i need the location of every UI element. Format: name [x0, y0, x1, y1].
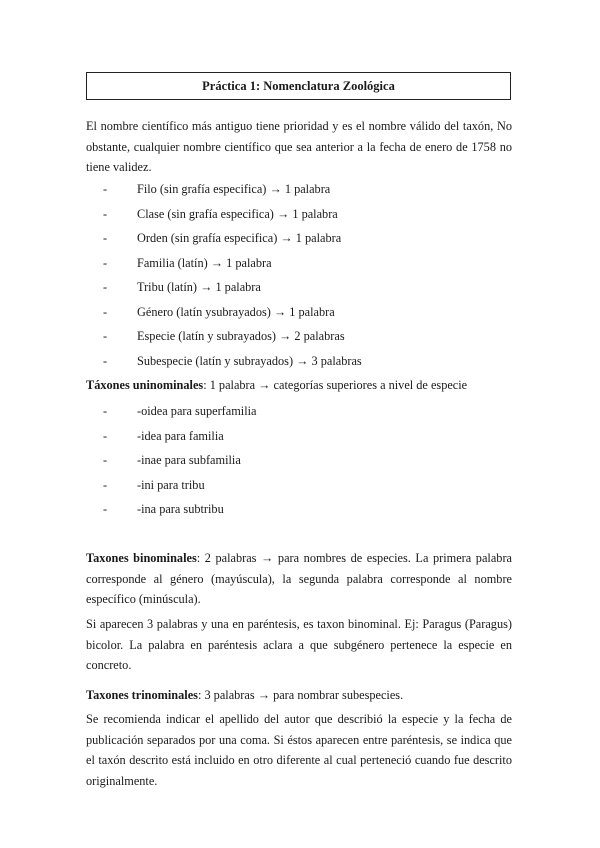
dash-marker: -: [103, 404, 108, 418]
dash-marker: -: [103, 182, 108, 196]
dash-marker: -: [103, 231, 108, 245]
list-item: - Subespecie (latín y subrayados) → 3 palabras: [86, 349, 362, 374]
title-box: [86, 72, 511, 100]
list-item: - -inae para subfamilia: [86, 448, 257, 473]
uninominal-text: : 1 palabra → categorías superiores a nivel de especie: [203, 378, 468, 392]
trinominal-text: : 3 palabras → para nombrar subespecies.: [197, 688, 404, 702]
trinominal-line: [86, 685, 403, 705]
dash-marker: -: [103, 477, 108, 492]
uninominal-line: [86, 375, 467, 395]
list-item: - Especie (latín y subrayados) → 2 palabras: [86, 324, 362, 349]
dash-marker: -: [103, 255, 108, 270]
list-item: - -idea para familia: [86, 424, 257, 449]
list-item: - Clase (sin grafía especifica) → 1 palabra: [86, 202, 362, 227]
page-title: Práctica 1: Nomenclatura Zoológica: [202, 78, 395, 93]
list-item: - Tribu (latín) → 1 palabra: [86, 275, 362, 300]
uninominal-heading: Táxones uninominales: [86, 378, 204, 392]
trinominal-note: Se recomienda indicar el apellido del autor que describió la especie y la fecha de publicación separados por una coma. Si éstos aparecen entre paréntesis, se indica que el taxón descrito está incluido en otro diferente al cual perteneció cuando fue descrito originalmente.: [86, 712, 512, 788]
dash-marker: -: [103, 428, 108, 443]
dash-marker: -: [103, 304, 108, 319]
list-item: - Orden (sin grafía especifica) → 1 palabra: [86, 226, 362, 251]
list-item: - Filo (sin grafía especifica) → 1 palabra: [86, 177, 362, 202]
dash-marker: -: [103, 280, 108, 294]
binominal-paragraph: [86, 548, 512, 610]
intro-paragraph: El nombre científico más antiguo tiene prioridad y es el nombre válido del taxón, No obstante, cualquier nombre científico que sea anterior a la fecha de enero de 1758 no tiene validez.: [86, 119, 512, 174]
dash-marker: -: [103, 502, 108, 516]
dash-marker: -: [103, 453, 108, 467]
list-item: - -ina para subtribu: [86, 497, 257, 522]
list-item: - -oidea para superfamilia: [86, 399, 257, 424]
binominal-note: Si aparecen 3 palabras y una en paréntesis, es taxon binominal. Ej: Paragus (Paragus) bicolor. La palabra en paréntesis aclara a que subgénero pertenece la especie en concreto.: [86, 617, 512, 672]
list-item: - -ini para tribu: [86, 473, 257, 498]
list-item: - Familia (latín) → 1 palabra: [86, 251, 362, 276]
suffix-list: [86, 399, 257, 522]
binominal-text: : 2 palabras → para nombres de especies. La primera palabra corresponde al género (mayúscula), la segunda palabra corresponde al nombre específico (minúscula).: [86, 551, 512, 606]
dash-marker: -: [103, 353, 108, 368]
trinominal-heading: Taxones trinominales: [86, 688, 198, 702]
dash-marker: -: [103, 206, 108, 221]
binominal-heading: Taxones binominales: [86, 551, 197, 565]
dash-marker: -: [103, 329, 108, 343]
list-item: - Género (latín ysubrayados) → 1 palabra: [86, 300, 362, 325]
category-list: [86, 177, 362, 373]
